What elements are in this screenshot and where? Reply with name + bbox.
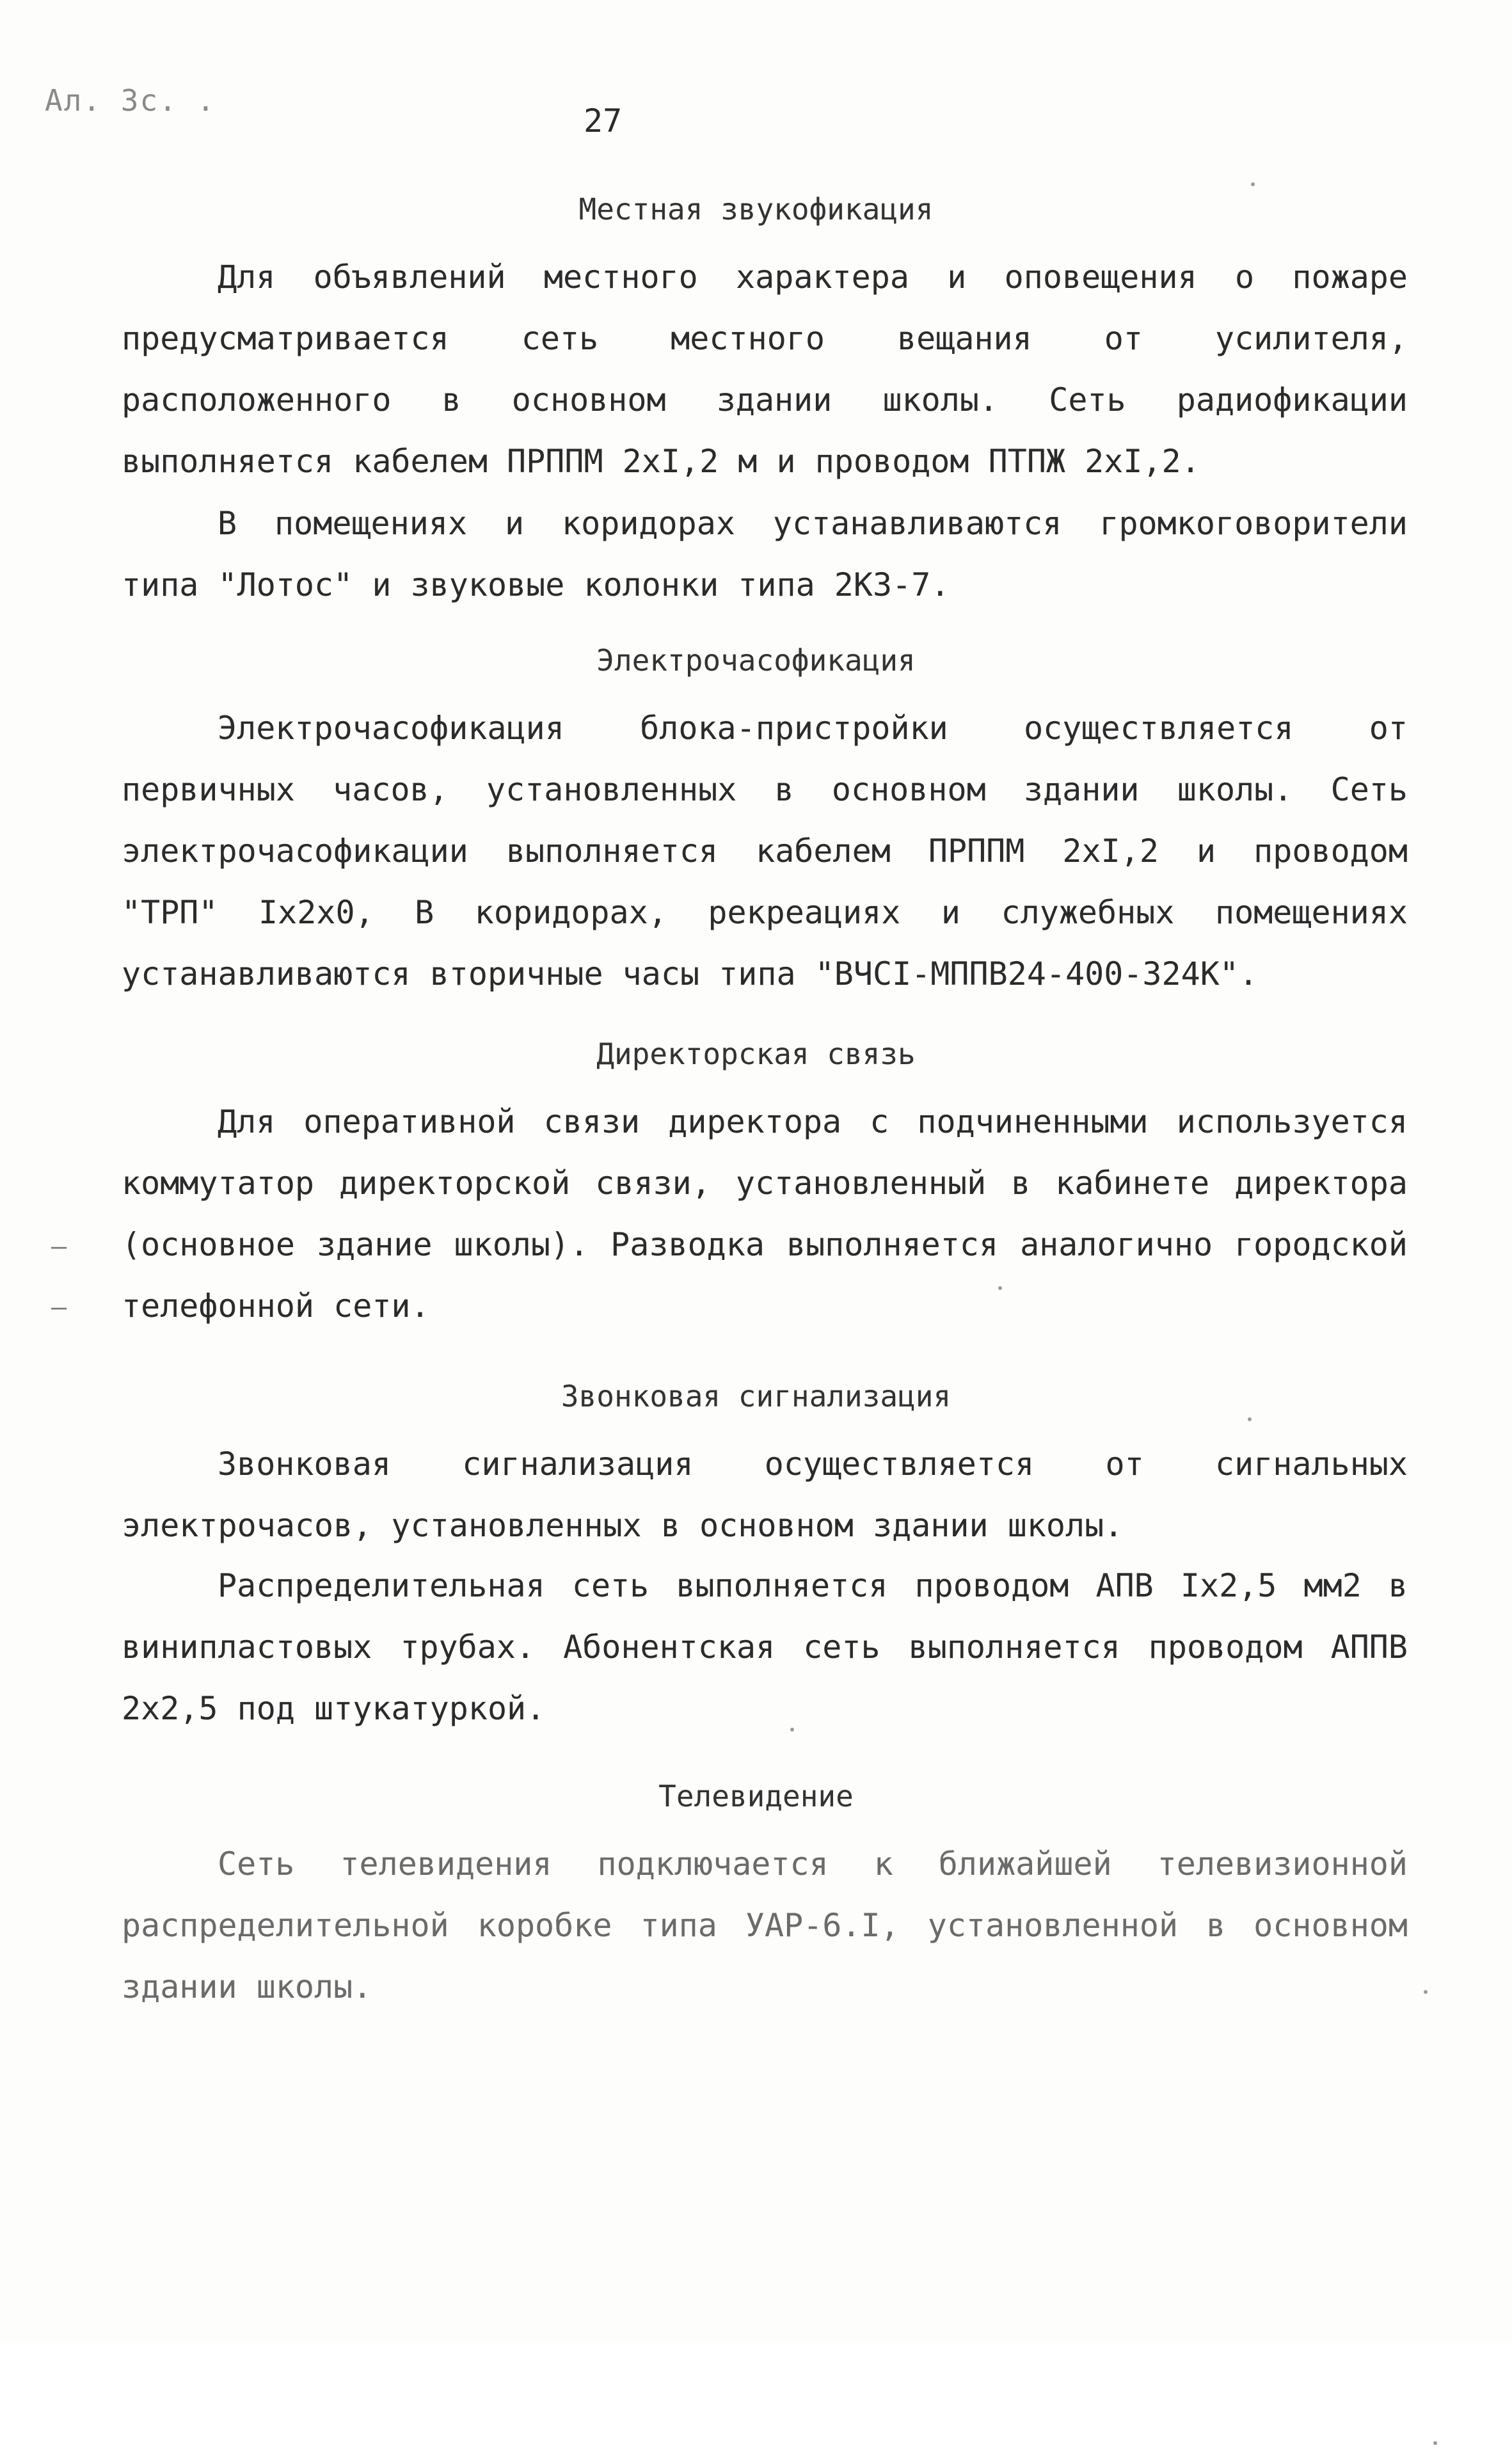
paragraph-electric-clocks-1: Электрочасофикация блока-пристройки осуществляется от первичных часов, установленных в основном здании школы. Сеть электрочасофикации выполняется кабелем ПРППМ 2хI,2 и проводом "ТРП" Iх2х0, В коридорах, рекреациях и служебных помещениях устанавливаются вторичные часы типа "ВЧСI-МППВ24-400-324К". [122, 710, 1408, 992]
section-title-director-link: Директорская связь [596, 1037, 916, 1071]
scan-speck [998, 1286, 1002, 1290]
scan-speck [1248, 1417, 1252, 1421]
page-number: 27 [584, 102, 623, 139]
scan-speck [1251, 182, 1255, 186]
scan-speck [790, 1728, 794, 1732]
section-title-local-sound: Местная звукофикация [578, 192, 934, 227]
margin-dash-mark: – [51, 1232, 67, 1261]
paragraph-bell-signaling-2: Распределительная сеть выполняется проводом АПВ Iх2,5 мм2 в винипластовых трубах. Абонентская сеть выполняется проводом АППВ 2х2,5 под штукатуркой. [122, 1567, 1408, 1727]
scan-speck [1433, 2441, 1437, 2445]
paragraph-bell-signaling-1: Звонковая сигнализация осуществляется от сигнальных электрочасов, установленных в основном здании школы. [122, 1445, 1408, 1544]
section-title-bell-signaling: Звонковая сигнализация [561, 1379, 951, 1414]
margin-dash-mark: – [51, 1293, 67, 1322]
paragraph-television-1: Сеть телевидения подключается к ближайшей телевизионной распределительной коробке типа УАР-6.I, установленной в основном здании школы. [122, 1845, 1408, 2005]
scan-speck [1424, 1990, 1428, 1994]
section-title-electric-clocks: Электрочасофикация [596, 643, 916, 678]
section-title-television: Телевидение [658, 1779, 854, 1813]
paragraph-director-link-1: Для оперативной связи директора с подчиненными используется коммутатор директорской связи, установленный в кабинете директора (основное здание школы). Разводка выполняется аналогично городской телефонной сети. [122, 1103, 1408, 1325]
paragraph-local-sound-2: В помещениях и коридорах устанавливаются громкоговорители типа "Лотос" и звуковые колонки типа 2КЗ-7. [122, 505, 1408, 603]
paragraph-local-sound-1: Для объявлений местного характера и оповещения о пожаре предусматривается сеть местного вещания от усилителя, расположенного в основном здании школы. Сеть радиофикации выполняется кабелем ПРППМ 2хI,2 м и проводом ПТПЖ 2хI,2. [122, 259, 1408, 480]
corner-stamp: Ал. Зс. . [45, 83, 216, 118]
